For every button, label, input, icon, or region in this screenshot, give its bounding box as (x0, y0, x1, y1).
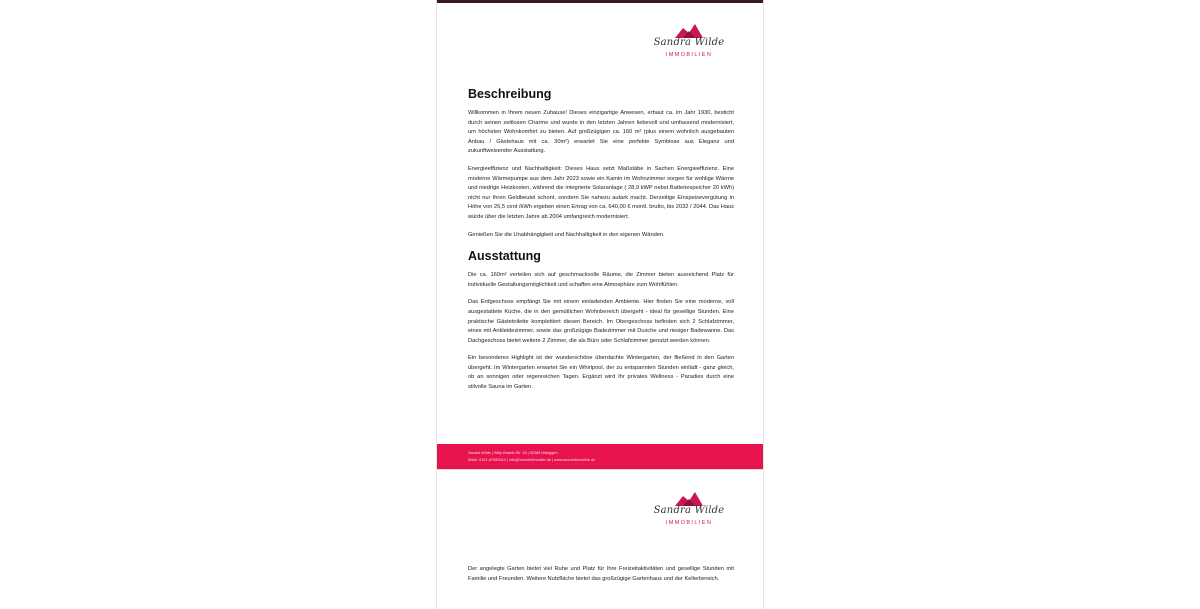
heading-beschreibung: Beschreibung (468, 87, 552, 101)
document-page-1 (436, 0, 764, 469)
garten-paragraph: Der angelegte Garten bietet viel Ruhe und Platz für Ihre Freizeitaktivitäten und gesellige Stunden mit Familie und Freunden. Weitere Nutzfläche bietet das großzügige Gartenhaus und der Kellerbereich. (468, 566, 734, 582)
logo-subtitle: IMMOBILIEN (665, 520, 713, 526)
beschreibung-paragraph-1: Willkommen in Ihrem neuen Zuhause! Dieses einzigartige Anwesen, erbaut ca. im Jahr 1930, besticht durch seinen zeitlosen Charme und wurde in den letzten Jahren liebevoll und umfassend modernisiert, um höchsten Wohnkomfort zu bieten. Auf großzügigen ca. 160 m² (plus einem wohnlich ausgebauten Anbau / Gästehaus mit ca. 30m²) erwartet Sie eine perfekte Symbiose aus Eleganz und zukunftweisender Ausstattung. (468, 110, 734, 155)
logo-script-text: Sandra Wilde (653, 505, 725, 516)
document-page-2 (436, 469, 764, 609)
top-border (437, 0, 763, 3)
page-footer (437, 444, 763, 469)
page-2-content (468, 565, 734, 592)
ausstattung-paragraph-3: Ein besonderes Highlight ist der wunderschöne überdachte Wintergarten, der fließend in den Garten übergeht. Im Wintergarten erwartet Sie ein Whirlpool, der zu entspannten Stunden einlädt - ganz gleich, ob an sonnigen oder regenreichen Tagen. Ergänzt wird Ihr privates Wellness - Paradies durch eine stilvolle Sauna im Garten. (468, 355, 734, 391)
beschreibung-paragraph-3: Genießen Sie die Unabhängigkeit und Nachhaltigkeit in den eigenen Wänden. (468, 231, 665, 238)
company-logo (651, 490, 727, 530)
logo-script-text: Sandra Wilde (653, 37, 725, 48)
ausstattung-paragraph-2: Das Erdgeschoss empfängt Sie mit einem einladenden Ambiente. Hier finden Sie eine moderne, voll ausgestattete Küche, die in den gemütlichen Wohnbereich übergeht - ideal für gesellige Stunden. Eine praktische Gästetoilette komplettiert diesen Bereich. Im Obergeschoss befinden sich 2 Schlafzimmer, eines mit Ankleidezimmer, sowie das großzügige Badezimmer mit Dusche und riesiger Badewanne. Das Dachgeschoss bietet weitere 2 Zimmer, die als Büro oder Schlafzimmer genutzt werden können. (468, 299, 734, 344)
house-roof-icon (673, 22, 705, 38)
page-1-content (468, 86, 734, 401)
heading-ausstattung: Ausstattung (468, 249, 541, 264)
footer-contact: Mobil: 0151-67982614 | info@immobilienwilde.de | www.immobilienwilde.de (468, 458, 596, 462)
beschreibung-paragraph-2: Energieeffizienz und Nachhaltigkeit: Dieses Haus setzt Maßstäbe in Sachen Energieeffizienz. Eine moderne Wärmepumpe aus dem Jahr 2023 sowie ein Kamin im Wohnzimmer sorgen für wohlige Wärme und niedrige Heizkosten, während die integrierte Solaranlage ( 28,9 kWP nebst Batteriespeicher 20 kWh) nicht nur Ihren Geldbeutel schont, sondern Sie nahezu autark macht. Derzeitige Einspeisevergütung in Höhe von 26,5 cent /kWh ergeben einen Ertrag von ca. 640,00 € montl. brutto, bis 2032 / 2044. Das Haus würde über die letzten Jahre ab 2004 umfangreich modernisiert. (468, 165, 734, 220)
house-roof-icon (673, 490, 705, 506)
logo-subtitle: IMMOBILIEN (665, 52, 713, 58)
footer-address: Sandra Wilde | Willy-Brandt-Str. 15 | 52385 Nideggen (468, 451, 558, 455)
ausstattung-paragraph-1: Die ca. 160m² verteilen sich auf geschmackvolle Räume, die Zimmer bieten ausreichend Platz für individuelle Gestaltungsmöglichkeit und schaffen eine Atmosphäre zum Wohlfühlen. (468, 272, 734, 288)
company-logo (651, 22, 727, 62)
